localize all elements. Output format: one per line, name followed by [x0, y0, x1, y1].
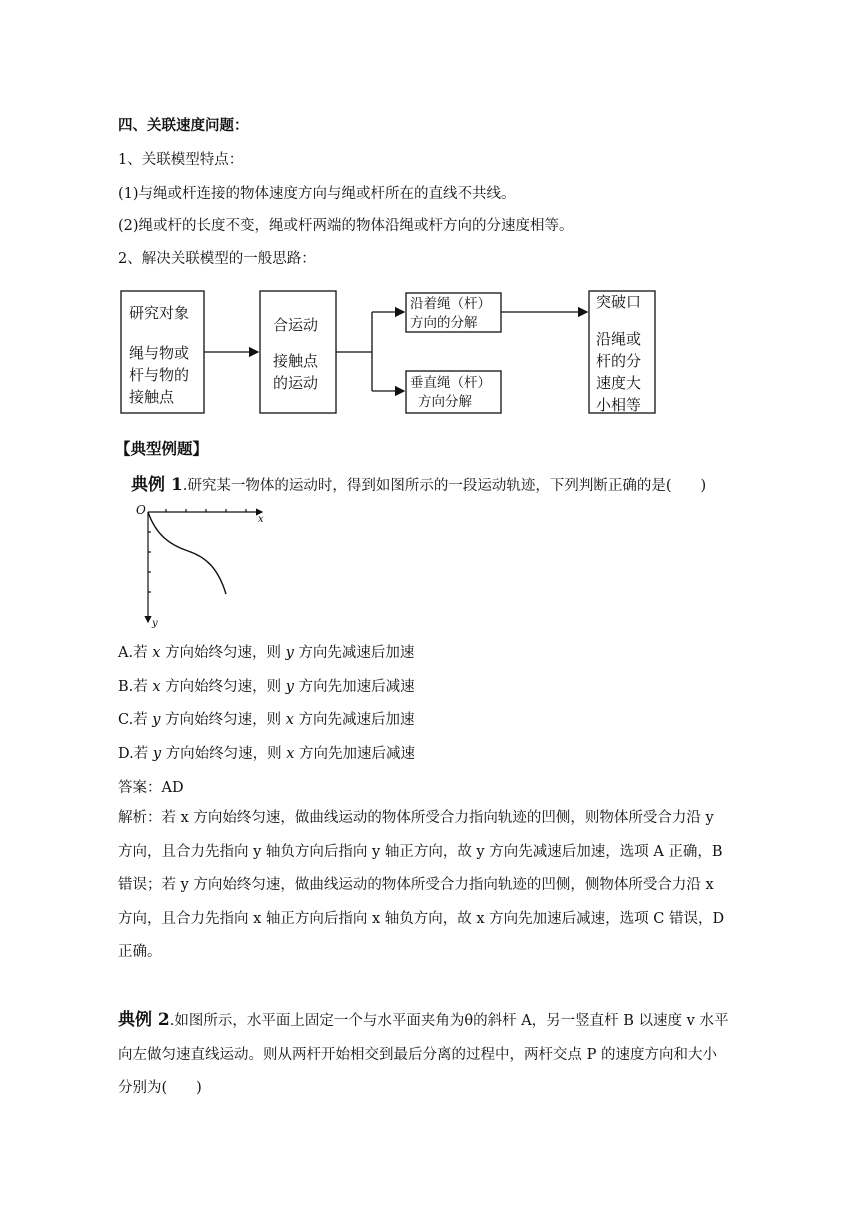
box5-line3: 杆的分: [596, 352, 642, 370]
example1-answer: 答案：AD: [118, 780, 184, 796]
option-d: D.若 y 方向始终匀速，则 x 方向先加速后减速: [118, 746, 416, 762]
option-c: C.若 y 方向始终匀速，则 x 方向先减速后加速: [118, 712, 415, 728]
flow-box-breakthrough: [589, 291, 655, 413]
box2-line1: 合运动: [273, 316, 319, 334]
box1-line2: 绳与物或: [129, 344, 190, 362]
box5-line1: 突破口: [596, 293, 642, 311]
option-b: B.若 x 方向始终匀速，则 y 方向先加速后减速: [118, 679, 415, 695]
example2-question: [118, 1004, 730, 1106]
flow-box-combined: [260, 291, 336, 413]
box3-line2: 方向的分解: [410, 315, 478, 331]
option-a: A.若 x 方向始终匀速，则 y 方向先减速后加速: [118, 645, 415, 661]
graph-y-label: y: [152, 618, 158, 629]
point1-b: (2)绳或杆的长度不变，绳或杆两端的物体沿绳或杆方向的分速度相等。: [118, 218, 574, 234]
flow-box-object: [121, 291, 204, 413]
box5-line4: 速度大: [596, 374, 642, 392]
box5-line5: 小相等: [596, 396, 642, 414]
flow-box-along: [406, 293, 501, 332]
point2-title: 2、解决关联模型的一般思路：: [118, 251, 316, 267]
example1-question-text: .研究某一物体的运动时，得到如图所示的一段运动轨迹，下列判断正确的是( ): [182, 478, 707, 494]
box2-line2: 接触点: [273, 352, 319, 370]
box1-line4: 接触点: [129, 388, 175, 406]
section-heading: 四、关联速度问题：: [118, 117, 249, 134]
example2-text: .如图所示，水平面上固定一个与水平面夹角为θ的斜杆 A，另一竖直杆 B 以速度 v 水平向左做匀速直线运动。则从两杆开始相交到最后分离的过程中，两杆交点 P 的速度方向和大小分别为( ): [118, 1013, 729, 1096]
box3-line1: 沿着绳（杆）: [410, 296, 491, 312]
box2-line3: 的运动: [273, 374, 319, 392]
graph-x-label: x: [258, 514, 264, 525]
example2-label: 典例 2: [118, 1010, 170, 1030]
flow-box-perpendicular: [406, 371, 501, 413]
box4-line1: 垂直绳（杆）: [410, 375, 491, 391]
box5-line2: 沿绳或: [596, 330, 642, 348]
trajectory-curve: [148, 512, 226, 594]
point1-title: 1、关联模型特点：: [118, 152, 244, 168]
box1-line1: 研究对象: [129, 304, 190, 322]
box1-line3: 杆与物的: [129, 366, 190, 384]
graph-origin-label: O: [136, 503, 146, 517]
example1-question: [131, 470, 706, 495]
examples-heading: 【典型例题】: [115, 439, 209, 458]
example1-label: 典例 1: [131, 475, 183, 495]
point1-a: (1)与绳或杆连接的物体速度方向与绳或杆所在的直线不共线。: [118, 186, 516, 202]
example1-analysis: 解析：若 x 方向始终匀速，做曲线运动的物体所受合力指向轨迹的凹侧，则物体所受合力沿 y 方向，且合力先指向 y 轴负方向后指向 y 轴正方向，故 y 方向先减速后加速，选项 A 正确，B 错误；若 y 方向始终匀速，做曲线运动的物体所受合力指向轨迹的凹侧，侧物体所受合力沿 x 方向，且合力先指向 x 轴正方向后指向 x 轴负方向，故 x 方向先加速后减速，选项 C 错误，D 正确。: [118, 810, 725, 960]
box4-line2: 方向分解: [418, 394, 472, 410]
